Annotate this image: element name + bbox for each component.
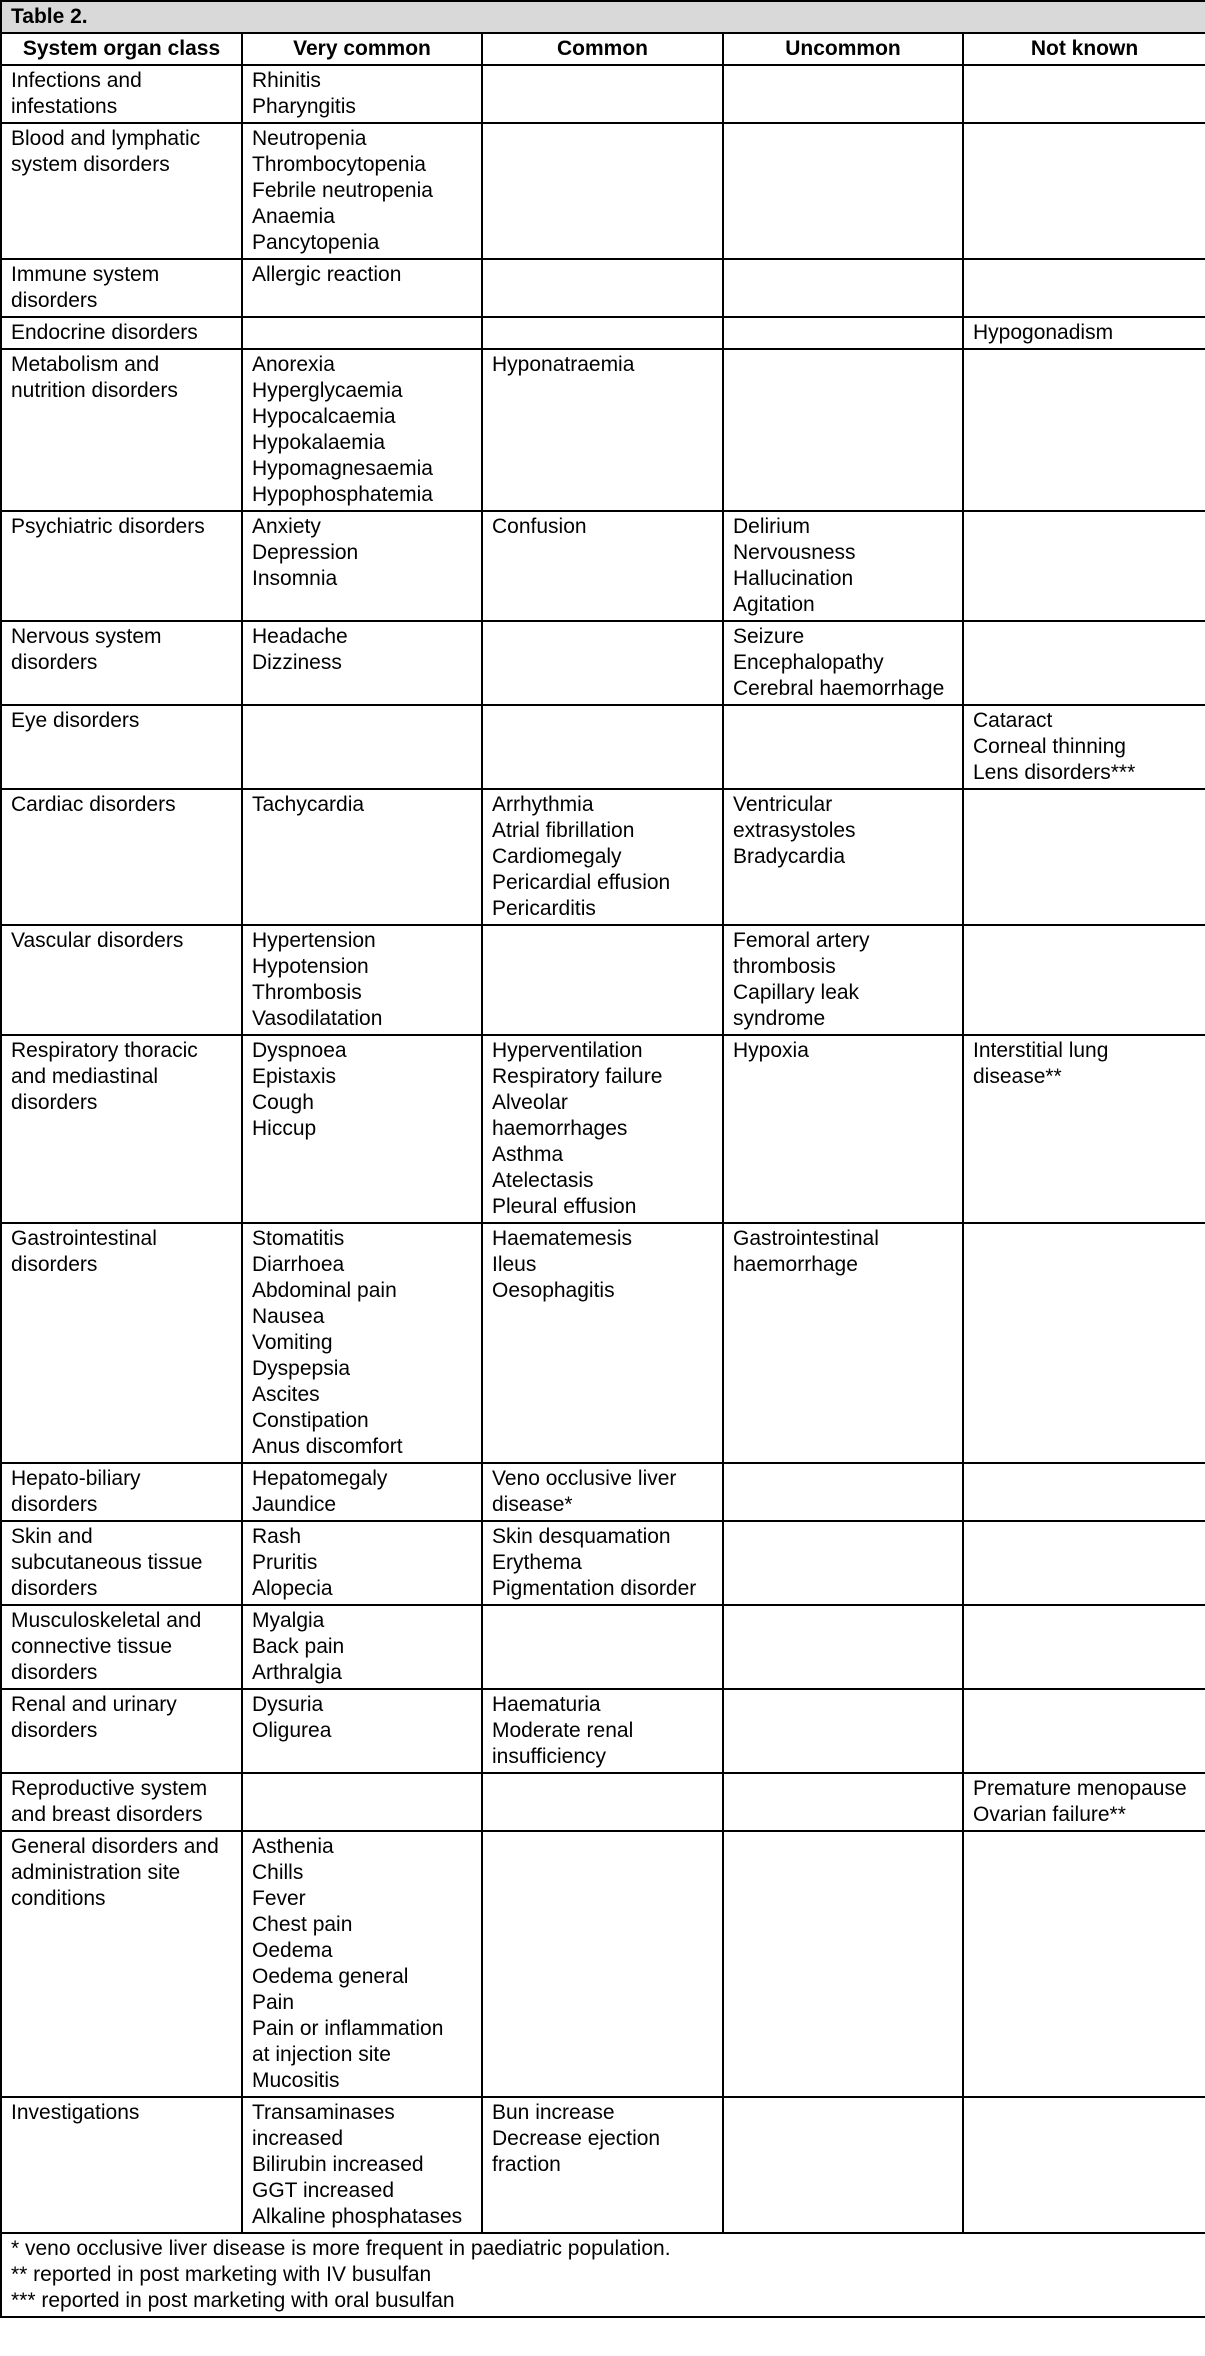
cell-uncommon (723, 259, 963, 317)
cell-common (482, 621, 723, 705)
soc-line: General disorders and (11, 1835, 219, 1858)
cell-uncommon (723, 1463, 963, 1521)
reaction-line: Bilirubin increased (252, 2153, 424, 2176)
cell-uncommon (723, 1223, 963, 1463)
reaction-line: Jaundice (252, 1493, 337, 1516)
reaction-line: Thrombosis (252, 981, 362, 1004)
soc-line: Blood and lymphatic (11, 127, 201, 150)
caption-row (1, 1, 1205, 33)
cell-common (482, 65, 723, 123)
cell-uncommon (723, 349, 963, 511)
reaction-line: Femoral artery (733, 929, 870, 952)
reaction-line: Pruritis (252, 1551, 318, 1574)
cell-common (482, 705, 723, 789)
soc-line: and mediastinal (11, 1065, 159, 1088)
reaction-line: Tachycardia (252, 793, 365, 816)
cell-not-known (963, 317, 1205, 349)
reaction-line: Dysuria (252, 1693, 324, 1716)
soc-line: conditions (11, 1887, 106, 1910)
soc-line: system disorders (11, 153, 170, 176)
reaction-line: Moderate renal (492, 1719, 634, 1742)
reaction-line: Oedema general (252, 1965, 409, 1988)
soc-line: Renal and urinary (11, 1693, 177, 1716)
header-system-organ-class: System organ class (1, 33, 242, 65)
reaction-line: haemorrhage (733, 1253, 858, 1276)
soc-line: Gastrointestinal (11, 1227, 157, 1250)
reaction-line: Respiratory failure (492, 1065, 663, 1088)
reaction-line: Hypotension (252, 955, 369, 978)
cell-uncommon (723, 65, 963, 123)
reaction-line: Hiccup (252, 1117, 317, 1140)
cell-uncommon (723, 1689, 963, 1773)
reaction-line: Atelectasis (492, 1169, 594, 1192)
reaction-line: Constipation (252, 1409, 369, 1432)
cell-not-known (963, 1463, 1205, 1521)
cell-uncommon (723, 1773, 963, 1831)
cell-very-common (242, 259, 482, 317)
reaction-line: Interstitial lung (973, 1039, 1109, 1062)
reaction-line: Pigmentation disorder (492, 1577, 697, 1600)
reaction-line: Mucositis (252, 2069, 340, 2092)
reaction-line: Headache (252, 625, 348, 648)
cell-very-common (242, 789, 482, 925)
reaction-line: Vasodilatation (252, 1007, 383, 1030)
reaction-line: Rhinitis (252, 69, 321, 92)
reaction-line: Hallucination (733, 567, 854, 590)
reaction-line: Ascites (252, 1383, 320, 1406)
cell-common (482, 349, 723, 511)
reaction-line: Hypophosphatemia (252, 483, 433, 506)
cell-system-organ-class (1, 789, 242, 925)
header-common: Common (482, 33, 723, 65)
reaction-line: Stomatitis (252, 1227, 345, 1250)
soc-line: connective tissue (11, 1635, 173, 1658)
footnote-row (1, 2233, 1205, 2317)
table-row (1, 349, 1205, 511)
cell-not-known (963, 1831, 1205, 2097)
cell-system-organ-class (1, 1831, 242, 2097)
reaction-line: Agitation (733, 593, 815, 616)
reaction-line: Hepatomegaly (252, 1467, 388, 1490)
footnote-line: * veno occlusive liver disease is more frequent in paediatric population. (11, 2237, 671, 2260)
soc-line: Cardiac disorders (11, 793, 176, 816)
reaction-line: Seizure (733, 625, 805, 648)
soc-line: administration site (11, 1861, 181, 1884)
reaction-line: Asthenia (252, 1835, 334, 1858)
soc-line: nutrition disorders (11, 379, 178, 402)
reaction-line: Alkaline phosphatases (252, 2205, 463, 2228)
soc-line: disorders (11, 1253, 98, 1276)
cell-system-organ-class (1, 317, 242, 349)
reaction-line: Gastrointestinal (733, 1227, 879, 1250)
reaction-line: Confusion (492, 515, 587, 538)
cell-uncommon (723, 2097, 963, 2233)
reaction-line: Nausea (252, 1305, 325, 1328)
soc-line: disorders (11, 1493, 98, 1516)
cell-system-organ-class (1, 1689, 242, 1773)
cell-very-common (242, 925, 482, 1035)
reaction-line: syndrome (733, 1007, 826, 1030)
cell-very-common (242, 2097, 482, 2233)
header-row (1, 33, 1205, 65)
soc-line: disorders (11, 1661, 98, 1684)
cell-uncommon (723, 925, 963, 1035)
reaction-line: Nervousness (733, 541, 856, 564)
reaction-line: Skin desquamation (492, 1525, 671, 1548)
cell-not-known (963, 123, 1205, 259)
reaction-line: Thrombocytopenia (252, 153, 426, 176)
soc-line: Investigations (11, 2101, 140, 2124)
soc-line: Musculoskeletal and (11, 1609, 202, 1632)
table-row (1, 317, 1205, 349)
reaction-line: Neutropenia (252, 127, 367, 150)
reaction-line: Corneal thinning (973, 735, 1126, 758)
cell-system-organ-class (1, 259, 242, 317)
reaction-line: Anxiety (252, 515, 321, 538)
reaction-line: Asthma (492, 1143, 564, 1166)
reaction-line: Hypertension (252, 929, 376, 952)
reaction-line: Pericardial effusion (492, 871, 671, 894)
cell-uncommon (723, 621, 963, 705)
table-body (1, 65, 1205, 2233)
soc-line: Skin and (11, 1525, 93, 1548)
footnotes (1, 2233, 1205, 2317)
reaction-line: Cardiomegaly (492, 845, 622, 868)
soc-line: disorders (11, 651, 98, 674)
table-row (1, 1463, 1205, 1521)
reaction-line: Dizziness (252, 651, 342, 674)
reaction-line: at injection site (252, 2043, 391, 2066)
soc-line: Reproductive system (11, 1777, 208, 1800)
soc-line: Respiratory thoracic (11, 1039, 198, 1062)
reaction-line: Anorexia (252, 353, 335, 376)
reaction-line: Depression (252, 541, 359, 564)
soc-line: Vascular disorders (11, 929, 184, 952)
table-row (1, 1035, 1205, 1223)
cell-very-common (242, 1605, 482, 1689)
reaction-line: Hyperventilation (492, 1039, 643, 1062)
cell-common (482, 925, 723, 1035)
table-row (1, 1773, 1205, 1831)
cell-system-organ-class (1, 705, 242, 789)
reaction-line: Bradycardia (733, 845, 846, 868)
soc-line: Hepato-biliary (11, 1467, 141, 1490)
cell-very-common (242, 123, 482, 259)
reaction-line: insufficiency (492, 1745, 607, 1768)
reaction-line: Dyspnoea (252, 1039, 347, 1062)
cell-uncommon (723, 123, 963, 259)
reaction-line: disease** (973, 1065, 1062, 1088)
reaction-line: Allergic reaction (252, 263, 402, 286)
cell-very-common (242, 349, 482, 511)
table-row (1, 925, 1205, 1035)
reaction-line: Alopecia (252, 1577, 333, 1600)
cell-system-organ-class (1, 349, 242, 511)
reaction-line: Abdominal pain (252, 1279, 397, 1302)
cell-not-known (963, 2097, 1205, 2233)
reaction-line: Premature menopause (973, 1777, 1187, 1800)
reaction-line: Oesophagitis (492, 1279, 615, 1302)
cell-not-known (963, 65, 1205, 123)
cell-very-common (242, 1521, 482, 1605)
cell-common (482, 2097, 723, 2233)
soc-line: infestations (11, 95, 118, 118)
reaction-line: Vomiting (252, 1331, 333, 1354)
cell-common (482, 511, 723, 621)
cell-uncommon (723, 1605, 963, 1689)
reaction-line: Hypoxia (733, 1039, 809, 1062)
table-row (1, 1223, 1205, 1463)
table-row (1, 705, 1205, 789)
cell-very-common (242, 1223, 482, 1463)
cell-common (482, 259, 723, 317)
soc-line: and breast disorders (11, 1803, 203, 1826)
table-row (1, 123, 1205, 259)
reaction-line: Alveolar (492, 1091, 568, 1114)
reaction-line: Febrile neutropenia (252, 179, 433, 202)
cell-very-common (242, 705, 482, 789)
cell-system-organ-class (1, 65, 242, 123)
reaction-line: Pain or inflammation (252, 2017, 444, 2040)
table-row (1, 1605, 1205, 1689)
reaction-line: Encephalopathy (733, 651, 884, 674)
reaction-line: Hypogonadism (973, 321, 1114, 344)
cell-uncommon (723, 511, 963, 621)
cell-not-known (963, 1223, 1205, 1463)
cell-system-organ-class (1, 925, 242, 1035)
cell-uncommon (723, 317, 963, 349)
cell-common (482, 1463, 723, 1521)
table-row (1, 1521, 1205, 1605)
cell-common (482, 789, 723, 925)
table-row (1, 789, 1205, 925)
cell-very-common (242, 1831, 482, 2097)
cell-uncommon (723, 1521, 963, 1605)
reaction-line: Pleural effusion (492, 1195, 637, 1218)
reaction-line: Myalgia (252, 1609, 325, 1632)
reaction-line: Erythema (492, 1551, 582, 1574)
cell-very-common (242, 317, 482, 349)
reaction-line: Ventricular (733, 793, 833, 816)
reaction-line: Ileus (492, 1253, 537, 1276)
cell-not-known (963, 1035, 1205, 1223)
cell-common (482, 1035, 723, 1223)
reaction-line: Bun increase (492, 2101, 615, 2124)
reaction-line: Haematuria (492, 1693, 601, 1716)
reaction-line: Hypomagnesaemia (252, 457, 433, 480)
cell-system-organ-class (1, 1521, 242, 1605)
table-row (1, 621, 1205, 705)
cell-very-common (242, 621, 482, 705)
reaction-line: extrasystoles (733, 819, 856, 842)
cell-not-known (963, 705, 1205, 789)
cell-uncommon (723, 789, 963, 925)
cell-system-organ-class (1, 1463, 242, 1521)
reaction-line: Anus discomfort (252, 1435, 403, 1458)
cell-system-organ-class (1, 1773, 242, 1831)
reaction-line: Fever (252, 1887, 306, 1910)
cell-system-organ-class (1, 1223, 242, 1463)
cell-common (482, 1521, 723, 1605)
cell-very-common (242, 1035, 482, 1223)
cell-common (482, 317, 723, 349)
header-not-known: Not known (963, 33, 1205, 65)
cell-not-known (963, 1773, 1205, 1831)
cell-very-common (242, 1773, 482, 1831)
reaction-line: Decrease ejection (492, 2127, 661, 2150)
table-row (1, 65, 1205, 123)
cell-uncommon (723, 1035, 963, 1223)
reaction-line: Atrial fibrillation (492, 819, 635, 842)
reaction-line: Arrhythmia (492, 793, 594, 816)
cell-not-known (963, 1689, 1205, 1773)
reaction-line: Chest pain (252, 1913, 353, 1936)
reaction-line: Epistaxis (252, 1065, 337, 1088)
reaction-line: disease* (492, 1493, 573, 1516)
reaction-line: thrombosis (733, 955, 836, 978)
cell-common (482, 1831, 723, 2097)
header-uncommon: Uncommon (723, 33, 963, 65)
table-caption: Table 2. (1, 1, 1205, 33)
reaction-line: Hyponatraemia (492, 353, 635, 376)
reaction-line: Hyperglycaemia (252, 379, 403, 402)
reaction-line: Pain (252, 1991, 295, 2014)
reaction-line: Pancytopenia (252, 231, 380, 254)
soc-line: subcutaneous tissue (11, 1551, 203, 1574)
reaction-line: Cataract (973, 709, 1053, 732)
cell-very-common (242, 1463, 482, 1521)
cell-system-organ-class (1, 123, 242, 259)
soc-line: Infections and (11, 69, 142, 92)
cell-not-known (963, 621, 1205, 705)
soc-line: disorders (11, 1577, 98, 1600)
cell-system-organ-class (1, 1605, 242, 1689)
reaction-line: GGT increased (252, 2179, 395, 2202)
reaction-line: Transaminases (252, 2101, 395, 2124)
soc-line: Eye disorders (11, 709, 140, 732)
footnote-line: *** reported in post marketing with oral busulfan (11, 2289, 455, 2312)
reaction-line: Back pain (252, 1635, 345, 1658)
reaction-line: Cerebral haemorrhage (733, 677, 945, 700)
cell-not-known (963, 789, 1205, 925)
cell-common (482, 1689, 723, 1773)
soc-line: disorders (11, 289, 98, 312)
cell-not-known (963, 1605, 1205, 1689)
soc-line: disorders (11, 1091, 98, 1114)
soc-line: disorders (11, 1719, 98, 1742)
reaction-line: Hypocalcaemia (252, 405, 396, 428)
reaction-line: Arthralgia (252, 1661, 342, 1684)
cell-system-organ-class (1, 1035, 242, 1223)
reaction-line: Veno occlusive liver (492, 1467, 677, 1490)
reaction-line: Diarrhoea (252, 1253, 345, 1276)
cell-common (482, 1773, 723, 1831)
reaction-line: Oedema (252, 1939, 333, 1962)
soc-line: Endocrine disorders (11, 321, 198, 344)
reaction-line: Cough (252, 1091, 314, 1114)
cell-very-common (242, 65, 482, 123)
table-row (1, 259, 1205, 317)
soc-line: Metabolism and (11, 353, 160, 376)
reaction-line: Rash (252, 1525, 302, 1548)
cell-not-known (963, 259, 1205, 317)
soc-line: Immune system (11, 263, 160, 286)
cell-system-organ-class (1, 511, 242, 621)
reaction-line: increased (252, 2127, 344, 2150)
cell-not-known (963, 1521, 1205, 1605)
reaction-line: Lens disorders*** (973, 761, 1136, 784)
table-row (1, 511, 1205, 621)
reaction-line: fraction (492, 2153, 561, 2176)
soc-line: Psychiatric disorders (11, 515, 205, 538)
cell-not-known (963, 925, 1205, 1035)
cell-not-known (963, 511, 1205, 621)
footnote-line: ** reported in post marketing with IV busulfan (11, 2263, 432, 2286)
cell-very-common (242, 511, 482, 621)
reaction-line: Hypokalaemia (252, 431, 386, 454)
cell-uncommon (723, 1831, 963, 2097)
cell-common (482, 1605, 723, 1689)
cell-uncommon (723, 705, 963, 789)
reaction-line: haemorrhages (492, 1117, 628, 1140)
soc-line: Nervous system (11, 625, 162, 648)
reaction-line: Dyspepsia (252, 1357, 351, 1380)
cell-system-organ-class (1, 621, 242, 705)
cell-very-common (242, 1689, 482, 1773)
reaction-line: Haematemesis (492, 1227, 633, 1250)
reaction-line: Delirium (733, 515, 811, 538)
reaction-line: Anaemia (252, 205, 335, 228)
cell-common (482, 1223, 723, 1463)
reaction-line: Ovarian failure** (973, 1803, 1126, 1826)
table-row (1, 2097, 1205, 2233)
reaction-line: Chills (252, 1861, 304, 1884)
cell-common (482, 123, 723, 259)
cell-system-organ-class (1, 2097, 242, 2233)
header-very-common: Very common (242, 33, 482, 65)
table-row (1, 1831, 1205, 2097)
cell-not-known (963, 349, 1205, 511)
reaction-line: Pericarditis (492, 897, 596, 920)
table-row (1, 1689, 1205, 1773)
reaction-line: Oligurea (252, 1719, 332, 1742)
reaction-line: Pharyngitis (252, 95, 356, 118)
reaction-line: Capillary leak (733, 981, 860, 1004)
reaction-line: Insomnia (252, 567, 338, 590)
